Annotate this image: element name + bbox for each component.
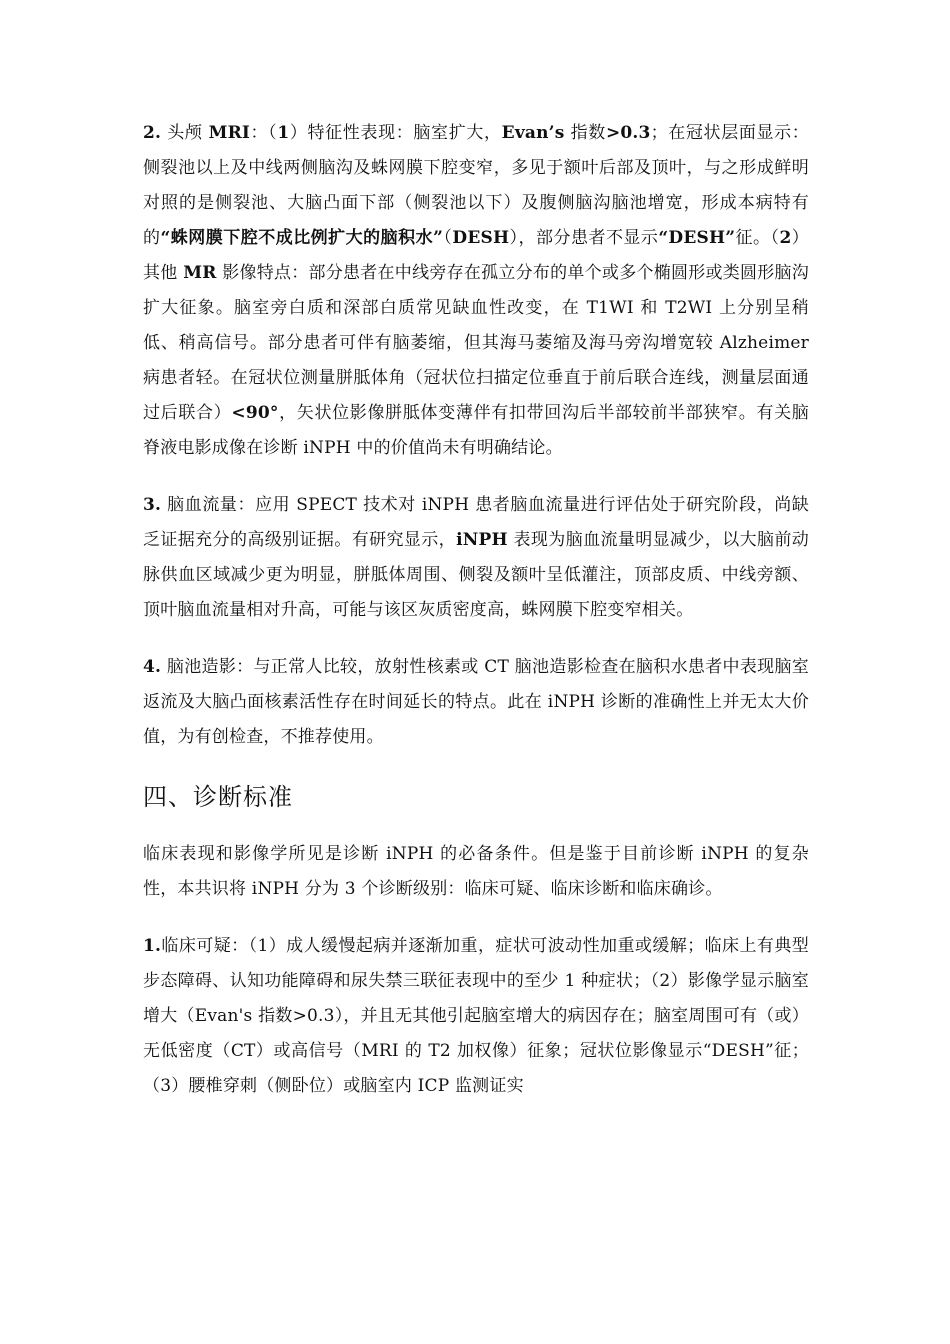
term-mr: MR bbox=[183, 263, 217, 283]
term-desh: DESH bbox=[452, 228, 510, 248]
text-run: ：（ bbox=[250, 123, 278, 143]
text-run: ；在冠状层面显示：侧裂池以上及中线两侧脑沟及蛛网膜下腔变窄，多见于额叶后部及顶叶，与之形成鲜明对照的是侧裂池、大脑凸面下部（侧裂池以下）及腹侧脑沟脑池增宽，形成本病特有的 bbox=[143, 123, 809, 248]
term-desh-sign: “DESH” bbox=[658, 228, 736, 248]
text-run: （ bbox=[443, 228, 453, 248]
text-run: ，矢状位影像胼胝体变薄伴有扣带回沟后半部较前半部狭窄。有关脑脊液电影成像在诊断 iNPH 中的价值尚未有明确结论。 bbox=[143, 403, 810, 458]
term-angle: <90° bbox=[231, 403, 279, 423]
sub-number: 1 bbox=[277, 123, 290, 143]
paragraph-cisternography bbox=[143, 650, 809, 755]
term-desh-quote: “蛛网膜下腔不成比例扩大的脑积水” bbox=[160, 228, 444, 248]
text-run: 头颅 bbox=[161, 123, 209, 143]
item-number: 4. bbox=[143, 657, 162, 677]
text-run: ）其他 bbox=[143, 228, 810, 283]
term-evans: Evan’s bbox=[501, 123, 565, 143]
text-run: 影像特点：部分患者在中线旁存在孤立分布的单个或多个椭圆形或类圆形脑沟扩大征象。脑室旁白质和深部白质常见缺血性改变，在 T1WI 和 T2WI 上分别呈稍低、稍高信号。部分患者可伴有脑萎缩，但其海马萎缩及海马旁沟增宽较 Alzheimer 病患者轻。在冠状位测量胼胝体角（冠状位扫描定位垂直于前后联合连线，测量层面通过后联合） bbox=[143, 263, 809, 423]
item-number: 1. bbox=[143, 936, 162, 956]
item-number: 3. bbox=[143, 495, 162, 515]
text-run: 征。（ bbox=[735, 228, 780, 248]
document-page bbox=[143, 116, 809, 1126]
text-run: ），部分患者不显示 bbox=[509, 228, 659, 248]
text-run: 表现为脑血流量明显减少，以大脑前动脉供血区域减少更为明显，胼胝体周围、侧裂及额叶呈低灌注，顶部皮质、中线旁额、顶叶脑血流量相对升高，可能与该区灰质密度高，蛛网膜下腔变窄相关。 bbox=[143, 530, 809, 620]
text-run: ）特征性表现：脑室扩大， bbox=[289, 123, 502, 143]
paragraph-intro: 临床表现和影像学所见是诊断 iNPH 的必备条件。但是鉴于目前诊断 iNPH 的复杂性，本共识将 iNPH 分为 3 个诊断级别：临床可疑、临床诊断和临床确诊。 bbox=[143, 844, 809, 899]
paragraph-cerebral-blood-flow bbox=[143, 488, 809, 628]
text-run: 脑血流量：应用 SPECT 技术对 iNPH 患者脑血流量进行评估处于研究阶段，尚缺乏证据充分的高级别证据。有研究显示， bbox=[143, 495, 809, 550]
term-mri: MRI bbox=[208, 123, 251, 143]
sub-number: 2 bbox=[779, 228, 792, 248]
item-number: 2. bbox=[143, 123, 162, 143]
section-heading-diagnostic-criteria: 四、诊断标准 bbox=[143, 783, 293, 811]
term-threshold: >0.3 bbox=[605, 123, 651, 143]
paragraph-head-mri bbox=[143, 116, 809, 466]
text-run: 脑池造影：与正常人比较，放射性核素或 CT 脑池造影检查在脑积水患者中表现脑室返流及大脑凸面核素活性存在时间延长的特点。此在 iNPH 诊断的准确性上并无太大价值，为有创检查，不推荐使用。 bbox=[143, 657, 809, 747]
term-inph: iNPH bbox=[456, 530, 508, 550]
paragraph-clinically-possible bbox=[143, 929, 809, 1104]
text-run: 临床可疑：（1）成人缓慢起病并逐渐加重，症状可波动性加重或缓解；临床上有典型步态障碍、认知功能障碍和尿失禁三联征表现中的至少 1 种症状；（2）影像学显示脑室增大（Evan's 指数>0.3），并且无其他引起脑室增大的病因存在；脑室周围可有（或）无低密度（CT）或高信号（MRI 的 T2 加权像）征象；冠状位影像显示“DESH”征；（3）腰椎穿刺（侧卧位）或脑室内 ICP 监测证实 bbox=[143, 936, 809, 1096]
text-run: 指数 bbox=[564, 123, 606, 143]
